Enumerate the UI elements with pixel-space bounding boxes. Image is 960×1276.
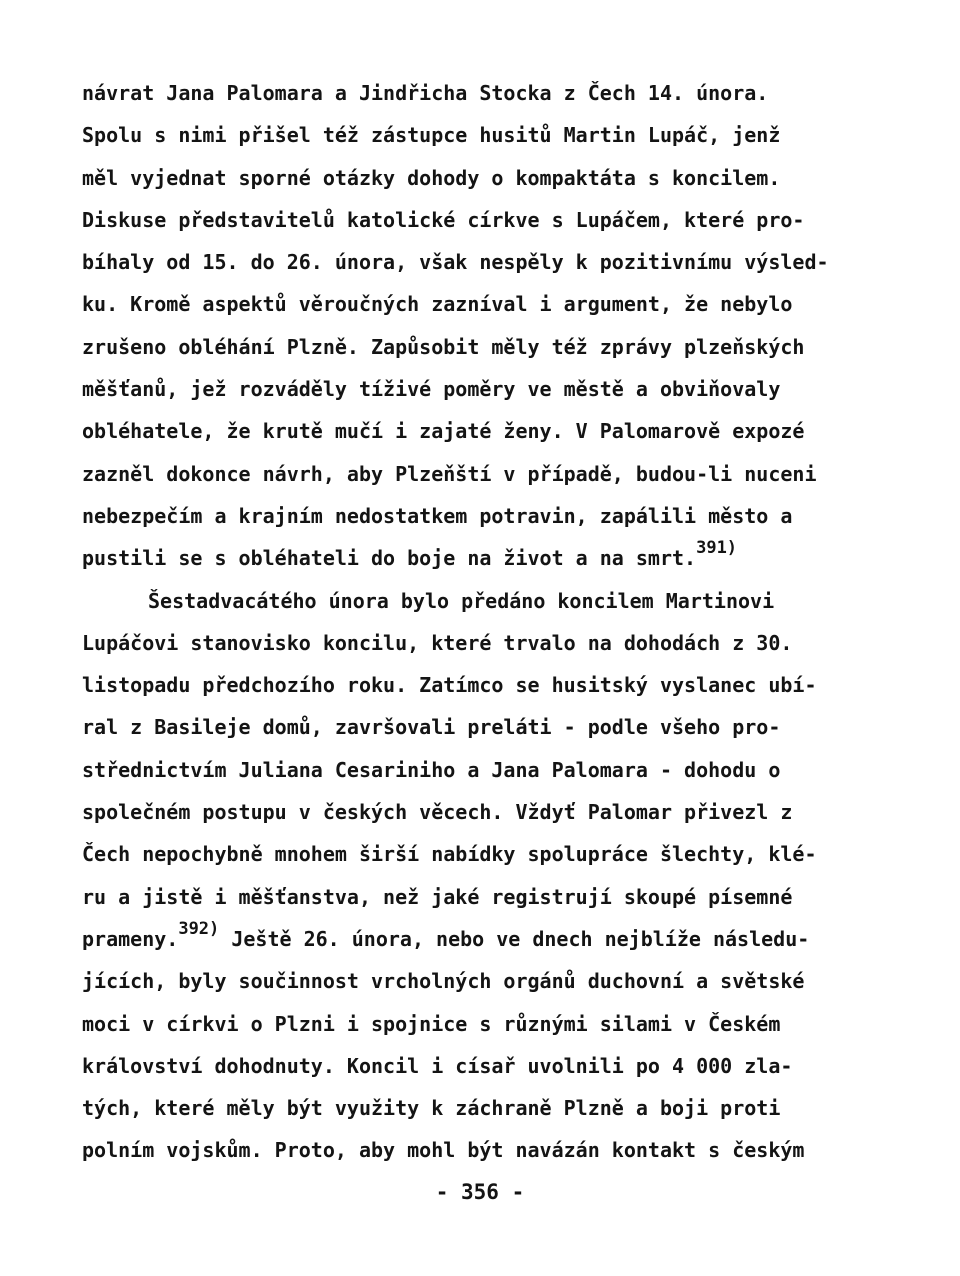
text-line: návrat Jana Palomara a Jindřicha Stocka z Čech 14. února. [82, 81, 769, 105]
footnote-ref-392: 392) [178, 918, 220, 939]
text-line: Spolu s nimi přišel též zástupce husitů Martin Lupáč, jenž [82, 123, 781, 148]
text-line: zrušeno obléhání Plzně. Zapůsobit měly též zprávy plzeňských [82, 334, 805, 359]
text-line: nebezpečím a krajním nedostatkem potravin, zapálili město a [82, 503, 793, 528]
text-line: zazněl dokonce návrh, aby Plzeňští v případě, budou-li nuceni [82, 461, 817, 486]
text-line: společném postupu v českých věcech. Vždyť Palomar přivezl z [82, 800, 793, 825]
text-line: Šestadvacátého února bylo předáno koncilem Martinovi [148, 588, 775, 613]
text-line: ru a jistě i měšťanstva, než jaké registrují skoupé písemné [82, 884, 793, 909]
text-line: bíhaly od 15. do 26. února, však nespěly k pozitivnímu výsled- [82, 250, 829, 275]
text-line: jících, byly součinnost vrcholných orgánů duchovní a světské [82, 969, 805, 994]
text-line: Diskuse představitelů katolické církve s Lupáčem, které pro- [82, 207, 805, 232]
text-line: listopadu předchozího roku. Zatímco se husitský vyslanec ubí- [82, 673, 817, 698]
text-line: Lupáčovi stanovisko koncilu, které trvalo na dohodách z 30. [82, 630, 793, 655]
text-segment: prameny. [82, 926, 179, 951]
text-line [82, 918, 882, 960]
text-line: ku. Kromě aspektů věroučných zazníval i argument, že nebylo [82, 292, 793, 317]
text-line [82, 537, 882, 579]
text-line: měšťanů, jež rozváděly tíživé poměry ve městě a obviňovaly [82, 377, 781, 402]
text-line: střednictvím Juliana Cesariniho a Jana Palomara - dohodu o [82, 757, 781, 782]
text-line: tých, které měly být využity k záchraně Plzně a boji proti [82, 1096, 781, 1121]
text-line: obléhatele, že krutě mučí i zajaté ženy. V Palomarově expozé [82, 419, 805, 444]
footnote-ref-391: 391) [696, 538, 738, 559]
page-number: - 356 - [435, 1180, 525, 1204]
text-segment: Ještě 26. února, nebo ve dnech nejblíže následu- [231, 926, 810, 951]
text-line: měl vyjednat sporné otázky dohody o kompaktáta s koncilem. [82, 165, 781, 190]
text-line: království dohodnuty. Koncil i císař uvolnili po 4 000 zla- [82, 1053, 793, 1078]
text-line: polním vojskům. Proto, aby mohl být navázán kontakt s českým [82, 1138, 805, 1163]
text-segment: pustili se s obléhateli do boje na život a na smrt. [82, 546, 697, 571]
text-line: Čech nepochybně mnohem širší nabídky spolupráce šlechty, klé- [82, 842, 817, 867]
text-line: moci v církvi o Plzni i spojnice s různými silami v Českém [82, 1011, 781, 1036]
text-line: ral z Basileje domů, završovali preláti - podle všeho pro- [82, 715, 781, 740]
body-text [82, 72, 882, 1172]
